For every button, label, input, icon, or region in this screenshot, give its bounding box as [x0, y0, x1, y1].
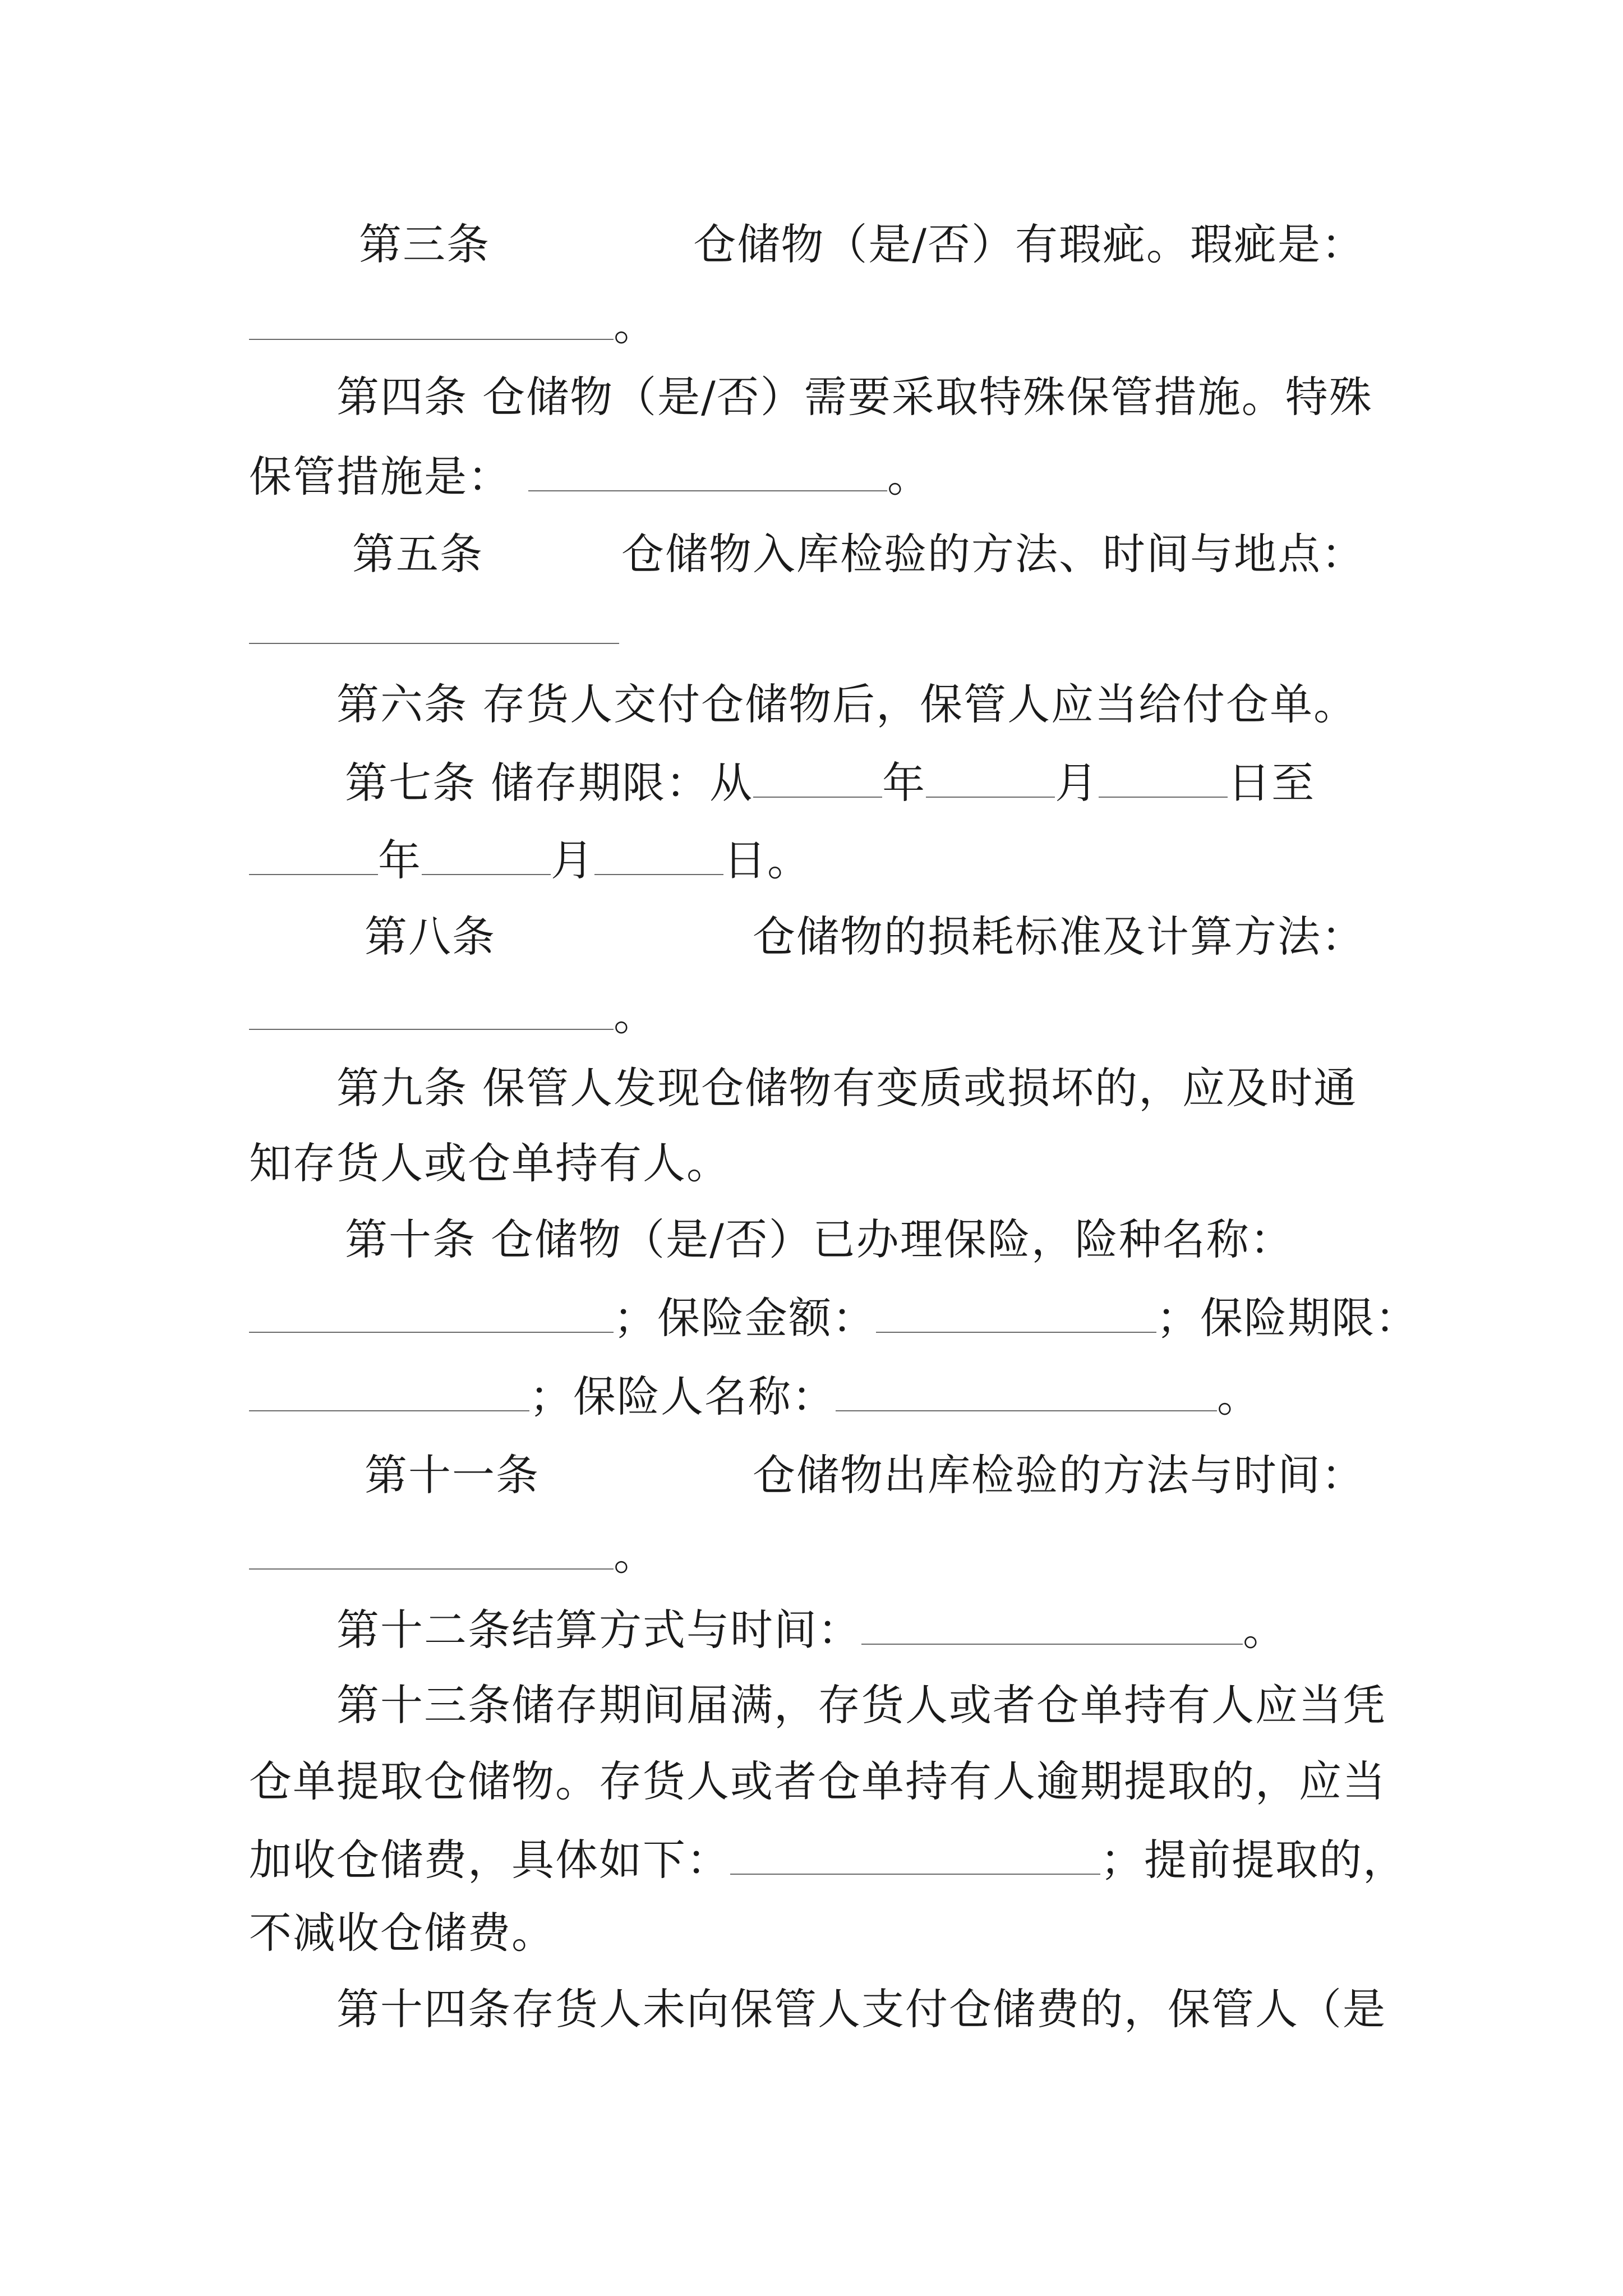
article-5-heading: 第五条 [352, 529, 483, 579]
article-3-line-2 [249, 292, 657, 359]
article-8-text: 仓储物的损耗标准及计算方法： [753, 912, 1365, 961]
article-13-text-cont: 仓单提取仓储物。存货人或者仓单持有人逾期提取的，应当 [249, 1756, 1386, 1806]
article-11-line-1 [365, 1442, 1365, 1509]
article-10-line-1 [345, 1206, 1294, 1273]
period: 。 [614, 990, 657, 1040]
article-11-line-2 [249, 1521, 657, 1589]
start-year-blank[interactable] [753, 756, 882, 798]
article-13-text-end: 不减收仓储费。 [249, 1908, 555, 1958]
insurer-name-blank[interactable] [836, 1370, 1217, 1411]
article-10-line-3 [249, 1363, 1261, 1430]
insurance-period-blank[interactable] [249, 1370, 529, 1411]
day-end-label: 日。 [723, 835, 811, 885]
end-month-blank[interactable] [422, 834, 551, 875]
insurance-amount-blank[interactable] [876, 1291, 1156, 1333]
insurance-amount-label: ；保险金额： [614, 1293, 876, 1343]
article-13-text: 第十三条储存期间届满，存货人或者仓单持有人应当凭 [336, 1680, 1386, 1730]
insurer-name-label: ；保险人名称： [529, 1372, 836, 1421]
article-9-text: 第九条 保管人发现仓储物有变质或损坏的，应及时通 [336, 1063, 1358, 1113]
article-5-line-2 [249, 596, 619, 663]
article-14-line-1 [336, 1976, 1386, 2043]
article-10-text: 第十条 仓储物（是/否）已办理保险，险种名称： [345, 1214, 1294, 1264]
month-label: 月 [1055, 758, 1099, 808]
settlement-blank[interactable] [861, 1603, 1243, 1645]
period: 。 [887, 452, 931, 501]
article-4-line-2 [249, 443, 931, 510]
article-3-text: 仓储物（是/否）有瑕疵。瑕疵是： [693, 219, 1365, 269]
insurance-type-blank[interactable] [249, 1291, 614, 1333]
article-13-line-1 [336, 1672, 1386, 1739]
article-13-label: 加收仓储费，具体如下： [249, 1835, 730, 1885]
article-8-line-1 [365, 903, 1365, 970]
period: 。 [614, 300, 657, 350]
period: 。 [1243, 1605, 1287, 1655]
article-11-heading: 第十一条 [365, 1450, 540, 1500]
article-5-text: 仓储物入库检验的方法、时间与地点： [621, 529, 1365, 579]
article-13-line-3 [249, 1826, 1407, 1894]
article-3-line-1 [359, 211, 1365, 278]
article-11-text: 仓储物出库检验的方法与时间： [753, 1450, 1365, 1500]
article-9-line-1 [336, 1055, 1357, 1122]
day-to-label: 日至 [1228, 758, 1316, 808]
article-7-text: 第七条 储存期限：从 [345, 758, 754, 808]
article-8-heading: 第八条 [365, 912, 496, 961]
article-4-line-1 [336, 364, 1373, 431]
article-13-line-4 [249, 1899, 555, 1967]
start-month-blank[interactable] [926, 756, 1055, 798]
article-9-line-2 [249, 1130, 730, 1197]
article-10-line-2 [249, 1285, 1419, 1352]
article-14-text: 第十四条存货人未向保管人支付仓储费的，保管人（是 [336, 1984, 1386, 2034]
article-9-text-cont: 知存货人或仓单持有人。 [249, 1138, 730, 1188]
article-3-heading: 第三条 [359, 219, 490, 269]
article-8-line-2 [249, 982, 657, 1049]
article-7-line-2 [249, 827, 811, 894]
outbound-inspection-blank[interactable] [249, 1528, 614, 1570]
defect-blank[interactable] [249, 298, 614, 340]
article-4-label: 保管措施是： [249, 452, 511, 501]
year-label: 年 [882, 758, 926, 808]
period: 。 [1217, 1372, 1261, 1421]
article-4-text: 第四条 仓储物（是/否）需要采取特殊保管措施。特殊 [336, 372, 1373, 422]
article-6-text: 第六条 存货人交付仓储物后，保管人应当给付仓单。 [336, 679, 1358, 729]
year-label: 年 [378, 835, 422, 885]
article-7-line-1 [345, 749, 1315, 817]
article-13-text-tail: ；提前提取的， [1100, 1835, 1407, 1885]
period: 。 [614, 1530, 657, 1580]
overdue-fee-blank[interactable] [730, 1833, 1100, 1875]
inbound-inspection-blank[interactable] [249, 602, 619, 644]
loss-standard-blank[interactable] [249, 988, 614, 1030]
insurance-period-label: ；保险期限： [1156, 1293, 1419, 1343]
special-measures-blank[interactable] [528, 450, 887, 491]
article-12-line-1 [336, 1596, 1287, 1664]
article-5-line-1 [352, 521, 1365, 588]
month-label: 月 [551, 835, 594, 885]
end-day-blank[interactable] [594, 834, 723, 875]
article-12-text: 第十二条结算方式与时间： [336, 1605, 861, 1655]
article-13-line-2 [249, 1748, 1386, 1815]
start-day-blank[interactable] [1099, 756, 1228, 798]
article-6-line-1 [336, 671, 1357, 738]
end-year-blank[interactable] [249, 834, 378, 875]
